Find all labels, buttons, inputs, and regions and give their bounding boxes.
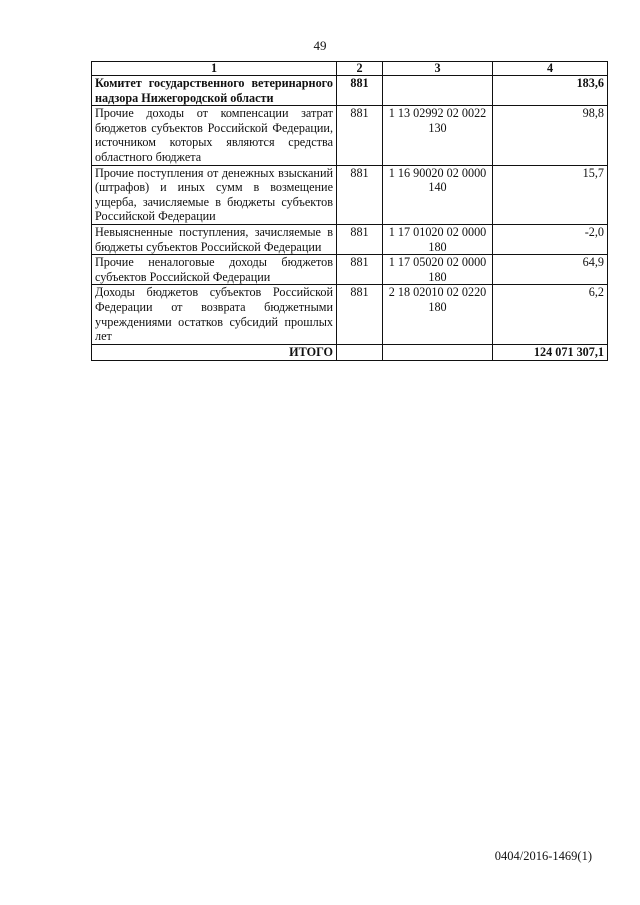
row-budget-code: 1 16 90020 02 0000 140 [383, 165, 493, 224]
total-row [92, 344, 608, 360]
row-budget-code [383, 76, 493, 106]
row-amount: 64,9 [493, 255, 608, 285]
column-header: 1 [92, 62, 337, 76]
table-row [92, 76, 608, 106]
row-name: Доходы бюджетов субъектов Российской Федерации от возврата бюджетными учреждениями остатков субсидий прошлых лет [92, 285, 337, 344]
row-admin-code: 881 [337, 76, 383, 106]
table-row [92, 165, 608, 224]
row-admin-code: 881 [337, 285, 383, 344]
row-name: Комитет государственного ветеринарного надзора Нижегородской области [92, 76, 337, 106]
row-admin-code: 881 [337, 106, 383, 165]
row-amount: 15,7 [493, 165, 608, 224]
row-amount: 6,2 [493, 285, 608, 344]
table-row [92, 285, 608, 344]
page-number: 49 [313, 38, 327, 53]
column-header: 3 [383, 62, 493, 76]
document-number: 0404/2016-1469(1) [494, 849, 592, 863]
row-name: Прочие неналоговые доходы бюджетов субъектов Российской Федерации [92, 255, 337, 285]
row-amount: -2,0 [493, 224, 608, 254]
total-empty-cell [383, 344, 493, 360]
row-amount: 183,6 [493, 76, 608, 106]
total-label: ИТОГО [92, 344, 337, 360]
revenue-table [91, 61, 608, 361]
row-name: Невыясненные поступления, зачисляемые в бюджеты субъектов Российской Федерации [92, 224, 337, 254]
row-name: Прочие доходы от компенсации затрат бюджетов субъектов Российской Федерации, источником которых являются средства областного бюджета [92, 106, 337, 165]
table-row [92, 224, 608, 254]
row-name: Прочие поступления от денежных взысканий (штрафов) и иных сумм в возмещение ущерба, зачисляемые в бюджеты субъектов Российской Федерации [92, 165, 337, 224]
column-header: 2 [337, 62, 383, 76]
table-row [92, 106, 608, 165]
column-header: 4 [493, 62, 608, 76]
row-admin-code: 881 [337, 165, 383, 224]
row-budget-code: 1 17 05020 02 0000 180 [383, 255, 493, 285]
row-budget-code: 1 17 01020 02 0000 180 [383, 224, 493, 254]
table-row [92, 255, 608, 285]
row-budget-code: 1 13 02992 02 0022 130 [383, 106, 493, 165]
row-budget-code: 2 18 02010 02 0220 180 [383, 285, 493, 344]
row-admin-code: 881 [337, 224, 383, 254]
row-admin-code: 881 [337, 255, 383, 285]
table-header-row [92, 62, 608, 76]
total-amount: 124 071 307,1 [493, 344, 608, 360]
row-amount: 98,8 [493, 106, 608, 165]
total-empty-cell [337, 344, 383, 360]
